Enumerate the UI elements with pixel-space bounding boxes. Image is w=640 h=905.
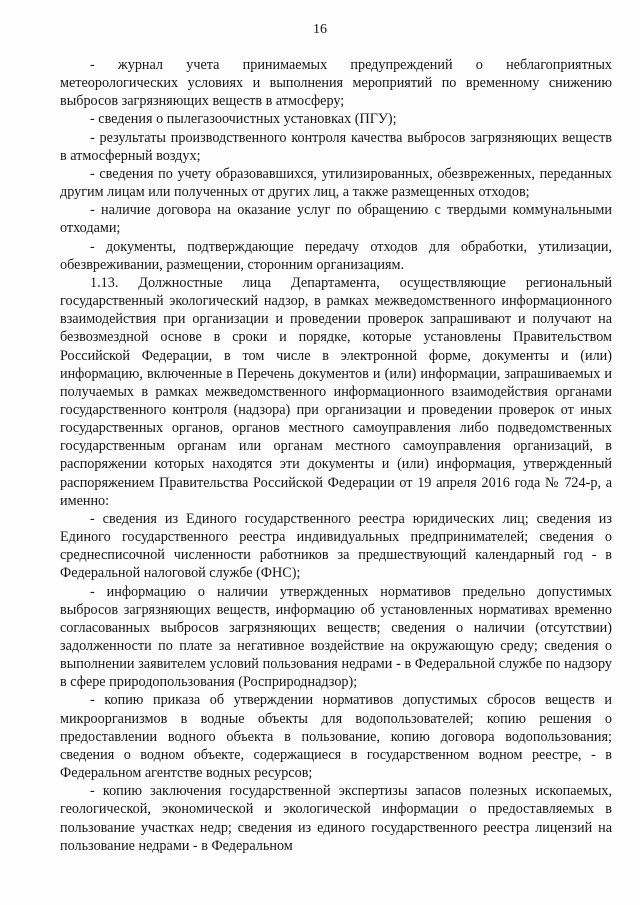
paragraph-subsoil: - копию заключения государственной экспертизы запасов полезных ископаемых, геологической, экономической и экологической информации о предоставляемых в пользование участках недр; сведения из единого государственного реестра лицензий на пользование недрами - в Федеральном [60, 783, 612, 854]
paragraph-journal: - журнал учета принимаемых предупреждений о неблагоприятных метеорологических условиях и выполнения мероприятий по временному снижению выбросов загрязняющих веществ в атмосферу; [60, 57, 612, 110]
paragraph-pgu: - сведения о пылегазоочистных установках (ПГУ); [90, 111, 397, 128]
paragraph-production-control: - результаты производственного контроля качества выбросов загрязняющих веществ в атмосферный воздух; [60, 129, 612, 164]
paragraph-waste-contract: - наличие договора на оказание услуг по обращению с твердыми коммунальными отходами; [60, 202, 612, 237]
paragraph-fns: - сведения из Единого государственного реестра юридических лиц; сведения из Единого государственного реестра индивидуальных предпринимателей; сведения о среднесписочной численности работников за предшествующий календарный год - в Федеральной налоговой службе (ФНС); [60, 510, 612, 582]
paragraph-waste-records: - сведения по учету образовавшихся, утилизированных, обезвреженных, переданных другим лицам или полученных от других лиц, а также размещенных отходов; [60, 165, 612, 201]
paragraph-section-1-13: 1.13. Должностные лица Департамента, осуществляющие региональный государственный экологический надзор, в рамках межведомственного информационного взаимодействия при организации и проведении проверок запрашивают и получают на безвозмездной основе в сроки и порядке, которые установлены Правительством Российской Федерации, в том числе в электронной форме, документы и (или) информацию, включенные в Перечень документов и (или) информации, запрашиваемых и получаемых в рамках межведомственного информационного взаимодействия органами государственного контроля (надзора) при организации и проведении проверок от иных государственных органов, органов местного самоуправления либо подведомственных государственным органам или органам местного самоуправления организаций, в распоряжении которых находятся эти документы и (или) информация, утвержденный распоряжением Правительства Российской Федерации от 19 апреля 2016 года № 724-р, а именно: [60, 274, 612, 509]
document-body [60, 56, 612, 855]
page-number: 16 [313, 22, 327, 37]
paragraph-rosprirodnadzor: - информацию о наличии утвержденных нормативов предельно допустимых выбросов загрязняющих веществ, информацию об установленных нормативах временно согласованных выбросов загрязняющих веществ; сведения о наличии (отсутствии) задолженности по плате за негативное воздействие на окружающую среду; сведения о выполнении заявителем условий пользования недрами - в Федеральной службе по надзору в сфере природопользования (Росприроднадзор); [60, 583, 612, 691]
paragraph-water-resources: - копию приказа об утверждении нормативов допустимых сбросов веществ и микроорганизмов в водные объекты для водопользователей; копию решения о предоставлении водного объекта в пользование, копию договора водопользования; сведения о водном объекте, содержащиеся в государственном водном реестре, - в Федеральном агентстве водных ресурсов; [60, 692, 612, 782]
paragraph-waste-transfer-docs: - документы, подтверждающие передачу отходов для обработки, утилизации, обезвреживании, размещении, сторонним организациям. [60, 238, 612, 273]
